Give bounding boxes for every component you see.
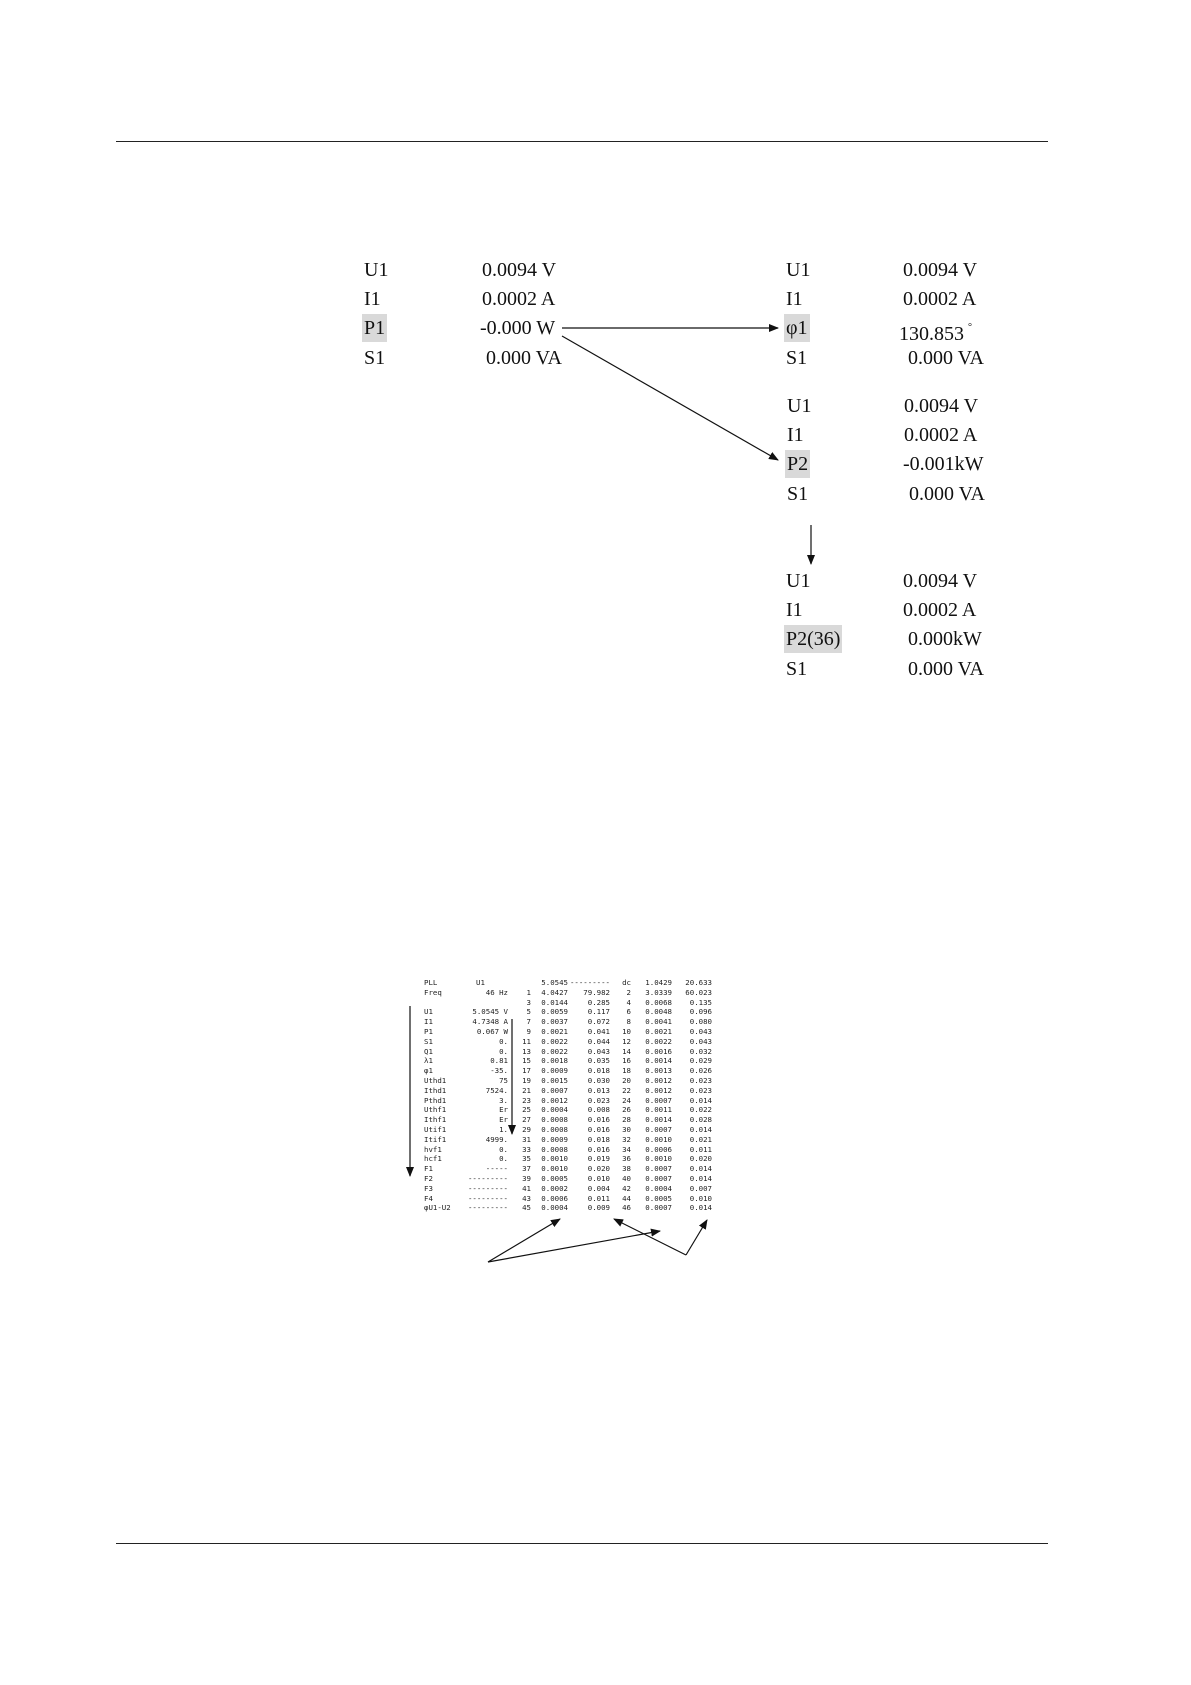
harmonic-order: 22 — [622, 1085, 631, 1095]
label-u1: U1 — [787, 395, 812, 417]
harmonic-percent: 79.982 — [583, 987, 610, 997]
list-value: --------- — [467, 1183, 508, 1193]
harmonic-value: 0.0010 — [541, 1164, 568, 1174]
harmonic-percent: 0.080 — [689, 1017, 712, 1027]
harmonic-order: 11 — [522, 1036, 531, 1046]
harmonic-order: 7 — [526, 1017, 531, 1027]
harmonic-order: 13 — [522, 1046, 531, 1056]
harmonic-percent: 0.010 — [689, 1193, 712, 1203]
harmonic-percent: 60.023 — [685, 987, 712, 997]
harmonic-value: 0.0013 — [645, 1066, 672, 1076]
harmonic-order: 41 — [522, 1183, 531, 1193]
harmonic-percent: 0.044 — [587, 1036, 610, 1046]
value-p1: -0.000 W — [480, 317, 556, 339]
harmonic-order: 21 — [522, 1085, 531, 1095]
harmonic-percent: 0.029 — [689, 1056, 712, 1066]
list-label: Ithd1 — [424, 1085, 447, 1095]
label-i1: I1 — [787, 424, 804, 446]
label-u1: U1 — [786, 259, 811, 281]
list-value: Er — [499, 1105, 508, 1115]
list-value: 5.0545 V — [472, 1007, 508, 1017]
harmonic-value: 0.0007 — [541, 1085, 568, 1095]
harmonic-order: 39 — [522, 1174, 531, 1183]
harmonic-percent: 0.096 — [689, 1007, 712, 1017]
harmonic-order: 33 — [522, 1144, 531, 1154]
harmonic-value: 0.0008 — [541, 1144, 568, 1154]
label-i1: I1 — [786, 288, 803, 310]
harmonic-order: 36 — [622, 1154, 631, 1164]
value-u1: 0.0094 V — [903, 259, 978, 281]
harmonic-order: 2 — [626, 987, 631, 997]
harmonic-percent: 0.018 — [587, 1066, 610, 1076]
list-label: F3 — [424, 1183, 433, 1193]
harmonic-order: 16 — [622, 1056, 631, 1066]
harmonic-percent: 0.072 — [587, 1017, 610, 1027]
list-value: 1. — [499, 1125, 508, 1134]
list-value: --------- — [467, 1174, 508, 1183]
harmonic-percent: 0.041 — [587, 1027, 610, 1036]
harmonic-order: 4 — [626, 997, 631, 1007]
list-label: Uthf1 — [424, 1105, 447, 1115]
harmonic-percent: 0.020 — [689, 1154, 712, 1164]
harmonic-value: 0.0006 — [541, 1193, 568, 1203]
harmonic-percent: 0.016 — [587, 1125, 610, 1134]
harmonic-value: 0.0004 — [645, 1183, 672, 1193]
harmonic-value: 0.0144 — [541, 997, 568, 1007]
list-label: hvf1 — [424, 1144, 442, 1154]
harmonic-value: 1.0429 — [645, 978, 672, 987]
harmonic-value: 0.0014 — [645, 1056, 672, 1066]
harmonic-value: 0.0005 — [645, 1193, 672, 1203]
harmonic-value: 3.0339 — [645, 987, 672, 997]
harmonic-order: 18 — [622, 1066, 631, 1076]
harmonic-value: 0.0006 — [645, 1144, 672, 1154]
harmonic-percent: 0.020 — [587, 1164, 610, 1174]
value-s1: 0.000 VA — [486, 347, 562, 369]
harmonic-percent: 0.010 — [587, 1174, 610, 1183]
harmonic-value: 0.0021 — [645, 1027, 672, 1036]
list-label: S1 — [424, 1036, 433, 1046]
harmonic-order: 37 — [522, 1164, 531, 1174]
harmonic-order: 44 — [622, 1193, 631, 1203]
list-label: U1 — [424, 1007, 433, 1017]
list-value: 0.81 — [490, 1056, 508, 1066]
harmonic-order: 28 — [622, 1115, 631, 1125]
list-label: Itif1 — [424, 1134, 447, 1144]
harmonic-value: 0.0007 — [645, 1164, 672, 1174]
list-value: -35. — [490, 1066, 508, 1076]
harmonic-percent: 0.007 — [689, 1183, 712, 1193]
harmonic-order: 1 — [526, 987, 531, 997]
harmonic-percent: 0.016 — [587, 1115, 610, 1125]
harmonic-order: dc — [622, 978, 631, 987]
value-i1: 0.0002 A — [904, 424, 978, 446]
list-label: F1 — [424, 1164, 433, 1174]
harmonic-order: 15 — [522, 1056, 531, 1066]
degree-unit: ° — [968, 322, 972, 333]
label-p2-selected: P2 — [785, 450, 810, 478]
harmonic-value: 0.0014 — [645, 1115, 672, 1125]
harmonic-order: 46 — [622, 1203, 631, 1213]
harmonic-order: 26 — [622, 1105, 631, 1115]
harmonic-order: 10 — [622, 1027, 631, 1036]
harmonic-value: 0.0005 — [541, 1174, 568, 1183]
harmonic-order: 17 — [522, 1066, 531, 1076]
harmonic-value: 0.0059 — [541, 1007, 568, 1017]
harmonic-percent: 0.004 — [587, 1183, 610, 1193]
list-value: 4.7348 A — [472, 1017, 508, 1027]
harmonic-value: 0.0004 — [541, 1105, 568, 1115]
value-s1: 0.000 VA — [908, 658, 984, 680]
harmonic-order: 42 — [622, 1183, 631, 1193]
list-label: P1 — [424, 1027, 433, 1036]
harmonic-percent: 0.011 — [689, 1144, 712, 1154]
harmonic-order: 12 — [622, 1036, 631, 1046]
harmonic-list-screen — [424, 978, 744, 1218]
value-u1: 0.0094 V — [903, 570, 978, 592]
harmonic-order: 20 — [622, 1076, 631, 1085]
harmonic-percent: 0.011 — [587, 1193, 610, 1203]
harmonic-percent: 20.633 — [685, 978, 712, 987]
harmonic-value: 0.0048 — [645, 1007, 672, 1017]
harmonic-value: 0.0009 — [541, 1066, 568, 1076]
harmonic-percent: 0.022 — [689, 1105, 712, 1115]
harmonic-percent: 0.016 — [587, 1144, 610, 1154]
harmonic-value: 0.0004 — [541, 1203, 568, 1213]
harmonic-order: 29 — [522, 1125, 531, 1134]
arrow-p1-to-p2 — [562, 336, 778, 460]
list-value: 4999. — [485, 1134, 508, 1144]
label-u1: U1 — [364, 259, 389, 281]
value-i1: 0.0002 A — [482, 288, 556, 310]
list-label: Q1 — [424, 1046, 433, 1056]
harmonic-value: 0.0018 — [541, 1056, 568, 1066]
harmonic-value: 0.0007 — [645, 1125, 672, 1134]
harmonic-value: 0.0022 — [541, 1036, 568, 1046]
list-value: 0.067 W — [476, 1027, 508, 1036]
harmonic-percent: 0.014 — [689, 1125, 712, 1134]
list-value: 46 Hz — [485, 987, 508, 997]
label-s1: S1 — [787, 483, 809, 505]
list-value: --------- — [467, 1193, 508, 1203]
list-value: 0. — [499, 1036, 508, 1046]
harmonic-order: 27 — [522, 1115, 531, 1125]
harmonic-percent: 0.023 — [689, 1085, 712, 1095]
harmonic-value: 0.0016 — [645, 1046, 672, 1056]
harmonic-value: 0.0010 — [541, 1154, 568, 1164]
harmonic-value: 0.0022 — [541, 1046, 568, 1056]
value-u1: 0.0094 V — [482, 259, 557, 281]
harmonic-percent: 0.014 — [689, 1095, 712, 1105]
list-value: ----- — [485, 1164, 508, 1174]
harmonic-order: 5 — [526, 1007, 531, 1017]
label-u1: U1 — [786, 570, 811, 592]
value-i1: 0.0002 A — [903, 599, 977, 621]
harmonic-value: 0.0011 — [645, 1105, 672, 1115]
list-label: Freq — [424, 987, 442, 997]
harmonic-order: 19 — [522, 1076, 531, 1085]
list-value: 0. — [499, 1144, 508, 1154]
list-value: 0. — [499, 1154, 508, 1164]
harmonic-order: 30 — [622, 1125, 631, 1134]
label-s1: S1 — [364, 347, 386, 369]
arrow-callout-d — [686, 1220, 707, 1255]
value-u1: 0.0094 V — [904, 395, 979, 417]
list-value: Er — [499, 1115, 508, 1125]
harmonic-value: 0.0037 — [541, 1017, 568, 1027]
list-value: 75 — [499, 1076, 508, 1085]
harmonic-order: 25 — [522, 1105, 531, 1115]
harmonic-percent: 0.043 — [587, 1046, 610, 1056]
list-value: U1 — [476, 978, 485, 987]
harmonic-value: 4.0427 — [541, 987, 568, 997]
list-value: 7524. — [485, 1085, 508, 1095]
list-label: Uthd1 — [424, 1076, 447, 1085]
harmonic-percent: 0.023 — [689, 1076, 712, 1085]
value-s1: 0.000 VA — [908, 347, 984, 369]
harmonic-percent: 0.043 — [689, 1027, 712, 1036]
list-value: 3. — [499, 1095, 508, 1105]
harmonic-value: 0.0008 — [541, 1115, 568, 1125]
label-phi1-selected: φ1 — [784, 314, 810, 342]
harmonic-order: 3 — [526, 997, 531, 1007]
list-value: 0. — [499, 1046, 508, 1056]
label-p2-36-selected: P2(36) — [784, 625, 842, 653]
value-phi1: 130.853 — [899, 323, 964, 345]
harmonic-value: 0.0012 — [645, 1076, 672, 1085]
harmonic-order: 38 — [622, 1164, 631, 1174]
harmonic-value: 0.0010 — [645, 1134, 672, 1144]
harmonic-order: 35 — [522, 1154, 531, 1164]
harmonic-value: 0.0012 — [541, 1095, 568, 1105]
harmonic-percent: 0.008 — [587, 1105, 610, 1115]
label-i1: I1 — [364, 288, 381, 310]
harmonic-order: 8 — [626, 1017, 631, 1027]
list-label: hcf1 — [424, 1154, 442, 1164]
harmonic-order: 24 — [622, 1095, 631, 1105]
value-p2-36: 0.000kW — [908, 628, 982, 650]
harmonic-value: 0.0010 — [645, 1154, 672, 1164]
list-label: F4 — [424, 1193, 433, 1203]
harmonic-percent: 0.117 — [587, 1007, 610, 1017]
list-label: F2 — [424, 1174, 433, 1183]
harmonic-order: 31 — [522, 1134, 531, 1144]
label-s1: S1 — [786, 347, 808, 369]
harmonic-percent: 0.043 — [689, 1036, 712, 1046]
harmonic-percent: 0.014 — [689, 1174, 712, 1183]
label-p1-selected: P1 — [362, 314, 387, 342]
harmonic-percent: --------- — [569, 978, 610, 987]
harmonic-value: 0.0041 — [645, 1017, 672, 1027]
list-label: Pthd1 — [424, 1095, 447, 1105]
harmonic-order: 32 — [622, 1134, 631, 1144]
harmonic-value: 0.0015 — [541, 1076, 568, 1085]
harmonic-value: 0.0009 — [541, 1134, 568, 1144]
harmonic-value: 0.0021 — [541, 1027, 568, 1036]
harmonic-percent: 0.026 — [689, 1066, 712, 1076]
harmonic-value: 0.0007 — [645, 1174, 672, 1183]
list-label: Utif1 — [424, 1125, 447, 1134]
value-i1: 0.0002 A — [903, 288, 977, 310]
harmonic-order: 43 — [522, 1193, 531, 1203]
harmonic-percent: 0.030 — [587, 1076, 610, 1085]
harmonic-value: 0.0007 — [645, 1203, 672, 1213]
harmonic-value: 0.0002 — [541, 1183, 568, 1193]
harmonic-order: 45 — [522, 1203, 531, 1213]
label-i1: I1 — [786, 599, 803, 621]
value-s1: 0.000 VA — [909, 483, 985, 505]
harmonic-value: 0.0007 — [645, 1095, 672, 1105]
harmonic-percent: 0.135 — [689, 997, 712, 1007]
harmonic-value: 5.0545 — [541, 978, 568, 987]
harmonic-percent: 0.009 — [587, 1203, 610, 1213]
harmonic-percent: 0.014 — [689, 1203, 712, 1213]
harmonic-percent: 0.019 — [587, 1154, 610, 1164]
harmonic-value: 0.0012 — [645, 1085, 672, 1095]
harmonic-percent: 0.285 — [587, 997, 610, 1007]
harmonic-order: 9 — [526, 1027, 531, 1036]
list-label: λ1 — [424, 1056, 433, 1066]
harmonic-value: 0.0068 — [645, 997, 672, 1007]
harmonic-order: 14 — [622, 1046, 631, 1056]
harmonic-percent: 0.014 — [689, 1164, 712, 1174]
harmonic-percent: 0.023 — [587, 1095, 610, 1105]
label-s1: S1 — [786, 658, 808, 680]
harmonic-percent: 0.028 — [689, 1115, 712, 1125]
list-label: φ1 — [424, 1066, 433, 1076]
list-label: PLL — [424, 978, 438, 987]
value-p2: -0.001kW — [903, 453, 984, 475]
harmonic-percent: 0.021 — [689, 1134, 712, 1144]
harmonic-percent: 0.035 — [587, 1056, 610, 1066]
harmonic-percent: 0.013 — [587, 1085, 610, 1095]
list-label: φU1-U2 — [424, 1203, 451, 1213]
harmonic-value: 0.0022 — [645, 1036, 672, 1046]
harmonic-order: 23 — [522, 1095, 531, 1105]
harmonic-order: 34 — [622, 1144, 631, 1154]
harmonic-percent: 0.018 — [587, 1134, 610, 1144]
harmonic-value: 0.0008 — [541, 1125, 568, 1134]
harmonic-order: 40 — [622, 1174, 631, 1183]
harmonic-percent: 0.032 — [689, 1046, 712, 1056]
list-label: Ithf1 — [424, 1115, 447, 1125]
harmonic-order: 6 — [626, 1007, 631, 1017]
list-label: I1 — [424, 1017, 433, 1027]
list-value: --------- — [467, 1203, 508, 1213]
